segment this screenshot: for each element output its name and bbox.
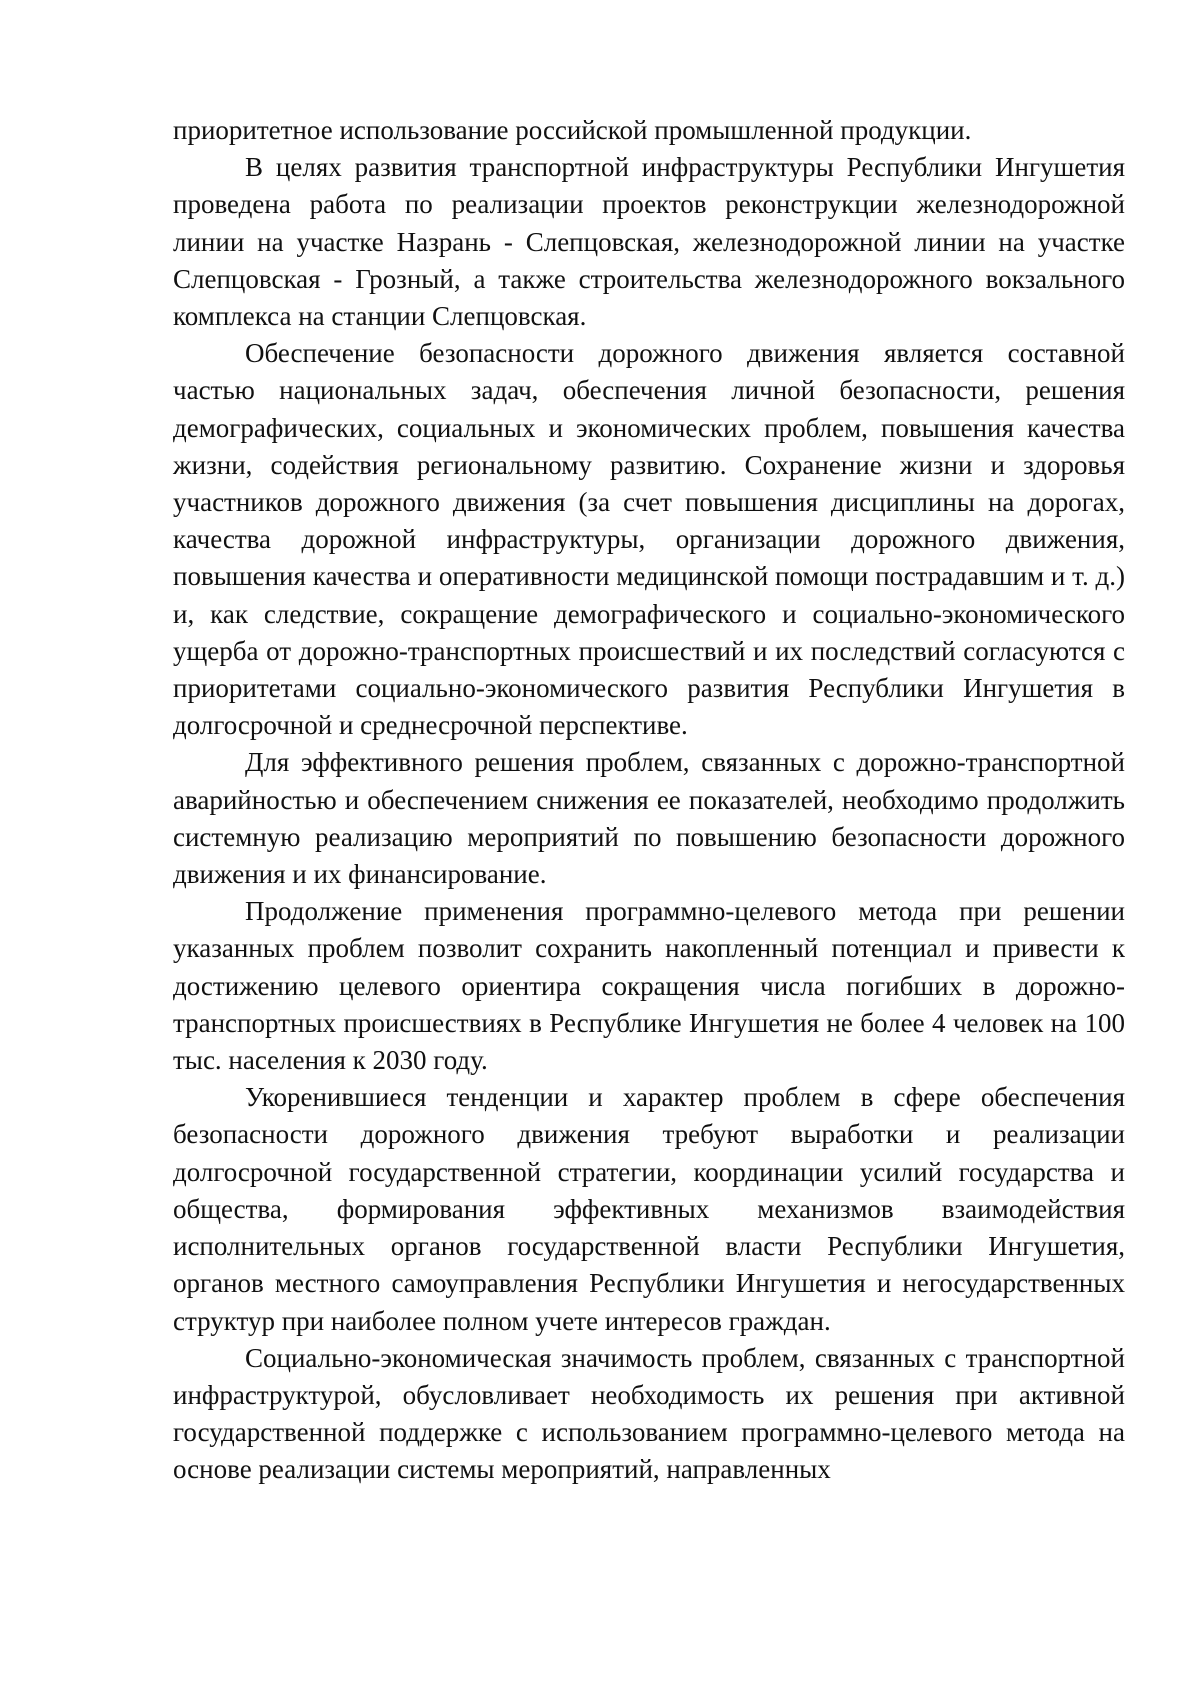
paragraph-program-target-method: Продолжение применения программно-целевого метода при решении указанных проблем позволит сохранить накопленный потенциал и привести к достижению целевого ориентира сокращения числа погибших в дорожно-транспортных происшествиях в Республике Ингушетия не более 4 человек на 100 тыс. населения к 2030 году. xyxy=(173,896,1125,1076)
paragraph-effective-solution: Для эффективного решения проблем, связанных с дорожно-транспортной аварийностью и обеспечением снижения ее показателей, необходимо продолжить системную реализацию мероприятий по повышению безопасности дорожного движения и их финансирование. xyxy=(173,747,1125,890)
document-body xyxy=(173,112,1125,1489)
paragraph-road-safety: Обеспечение безопасности дорожного движения является составной частью национальных задач, обеспечения личной безопасности, решения демографических, социальных и экономических проблем, повышения качества жизни, содействия региональному развитию. Сохранение жизни и здоровья участников дорожного движения (за счет повышения дисциплины на дорогах, качества дорожной инфраструктуры, организации дорожного движения, повышения качества и оперативности медицинской помощи пострадавшим и т. д.) и, как следствие, сокращение демографического и социально-экономического ущерба от дорожно-транспортных происшествий и их последствий согласуются с приоритетами социально-экономического развития Республики Ингушетия в долгосрочной и среднесрочной перспективе. xyxy=(173,338,1125,741)
paragraph-continuation: приоритетное использование российской промышленной продукции. xyxy=(173,115,972,145)
paragraph-socio-economic-significance: Социально-экономическая значимость проблем, связанных с транспортной инфраструктурой, обусловливает необходимость их решения при активной государственной поддержке с использованием программно-целевого метода на основе реализации системы мероприятий, направленных xyxy=(173,1342,1125,1485)
paragraph-transport-infrastructure: В целях развития транспортной инфраструктуры Республики Ингушетия проведена работа по реализации проектов реконструкции железнодорожной линии на участке Назрань - Слепцовская, железнодорожной линии на участке Слепцовская - Грозный, а также строительства железнодорожного вокзального комплекса на станции Слепцовская. xyxy=(173,152,1125,332)
paragraph-long-term-strategy: Укоренившиеся тенденции и характер проблем в сфере обеспечения безопасности дорожного движения требуют выработки и реализации долгосрочной государственной стратегии, координации усилий государства и общества, формирования эффективных механизмов взаимодействия исполнительных органов государственной власти Республики Ингушетия, органов местного самоуправления Республики Ингушетия и негосударственных структур при наиболее полном учете интересов граждан. xyxy=(173,1082,1125,1336)
